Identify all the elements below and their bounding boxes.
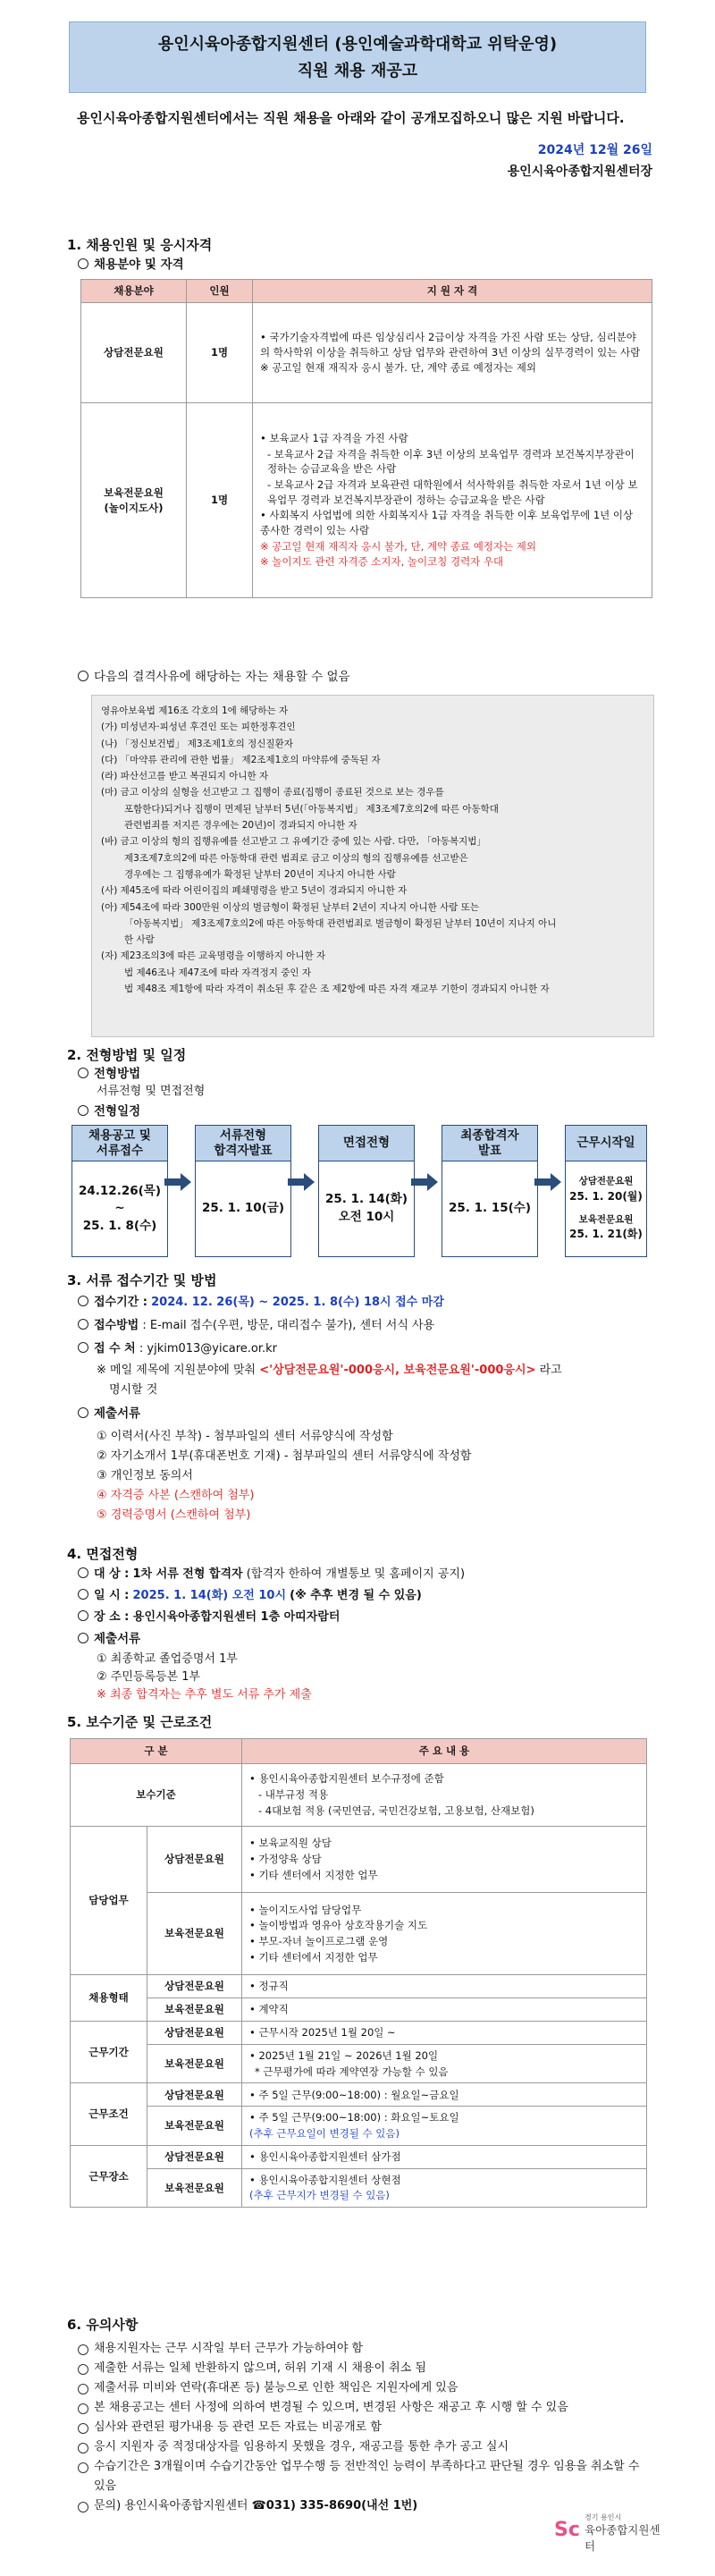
table-row: 근무기간 상담전문요원 • 근무시작 2025년 1월 20일 ~ [71, 2022, 647, 2045]
table-row: 보수기준 • 용인시육아종합지원센터 보수규정에 준함 - 내부규정 적용 - 4대보험 적용 (국민연금, 국민건강보험, 고용보험, 산재보험) [71, 1764, 647, 1827]
list-item: ② 주민등록등본 1부 [97, 1670, 201, 1684]
table-row: 보육전문요원 • 놀이지도사업 담당업무 • 놀이방법과 영유아 상호작용기술 지도 • 부모-자녀 놀이프로그램 운영 • 기타 센터에서 지정한 업무 [71, 1893, 647, 1975]
count-cell: 1명 [187, 403, 253, 598]
docs-list [97, 1427, 471, 1525]
list-item: ② 자기소개서 1부(휴대폰번호 기재) - 첨부파일의 센터 서류양식에 작성함 [97, 1449, 472, 1463]
schedule-title: 전형일정 [78, 1103, 140, 1121]
circle-bullet-icon [78, 258, 88, 269]
disqualification-box: 영유아보육법 제16조 각호의 1에 해당하는 자 (가) 미성년자·피성년 후견인 또는 피한정후견인 (나) 「정신보건법」 제3조제1호의 정신질환자 (다) 「마약류 관리에 관한 법률」 제2조제1호의 마약류에 중독된 자 (라) 파산선고를 받고 복권되지 아니한 자 (마) 금고 이상의 실형을 선고받고 그 집행이 종료(집행이 종료된 것으로 보는 경우를 포함한다)되거나 집행이 면제된 날부터 5년(「아동복지법」 제3조제7호의2에 따른 아동학대 관련범죄를 저지른 경우에는 20년)이 경과되지 아니한 자 (바) 금고 이상의 형의 집행유예를 선고받고 그 유예기간 중에 있는 사람. 다만, 「아동복지법」 제3조제7호의2에 따른 아동학대 관련 범죄로 금고 이상의 형의 집행유예를 선고받은 경우에는 그 집행유예가 확정된 날부터 20년이 지나지 아니한 사람 (사) 제45조에 따라 어린이집의 폐쇄명령을 받고 5년이 경과되지 아니한 자 (아) 제54조에 따라 300만원 이상의 벌금형이 확정된 날부터 2년이 지나지 아니한 사람 또는 「아동복지법」 제3조제7호의2에 따른 아동학대 관련범죄로 벌금형이 확정된 날부터 10년이 지나지 아니 한 사람 (자) 제23조의3에 따른 교육명령을 이행하지 아니한 자 법 제46조나 제47조에 따라 자격정지 중인 자 법 제48조 제1항에 따라 자격이 취소된 후 같은 조 제2항에 따른 자격 재교부 기한이 경과되지 아니한 자 [91, 695, 654, 1037]
table-row: 근무조건 상담전문요원 • 주 5일 근무(9:00~18:00) : 월요일~금요일 [71, 2083, 647, 2107]
center-logo [554, 2511, 670, 2554]
circle-bullet-icon [78, 671, 88, 681]
table-row [81, 403, 652, 598]
th-field: 채용분야 [81, 280, 187, 303]
schedule-flow [72, 1125, 644, 1268]
page [0, 21, 715, 2576]
step-application: 채용공고 및 서류접수 24.12.26(목) ~ 25. 1. 8(수) [72, 1125, 168, 1257]
arrow-right-icon [427, 1173, 438, 1191]
list-item: 본 채용공고는 센터 사정에 의하여 변경될 수 있으며, 변경된 사항은 재공고 후 시행 할 수 있음 [78, 2398, 650, 2418]
interview-docs-list [97, 1651, 312, 1704]
interview-docs-title: 제출서류 [78, 1631, 140, 1649]
table-row [81, 303, 652, 403]
section-3-title: 3. 서류 접수기간 및 방법 [67, 1272, 217, 1288]
title-line-2: 직원 채용 재공고 [297, 62, 418, 80]
table-row: 보육전문요원 • 2025년 1월 21일 ~ 2026년 1월 20일 * 근무평가에 따라 계약연장 가능할 수 있음 [71, 2045, 647, 2083]
list-item: 제출서류 미비와 연락(휴대폰 등) 불능으로 인한 책임은 지원자에게 있음 [78, 2378, 650, 2398]
list-item: 응시 지원자 중 적정대상자를 임용하지 못했을 경우, 재공고를 통한 추가 공고 실시 [78, 2437, 650, 2457]
step-final: 최종합격자 발표 25. 1. 15(수) [442, 1125, 538, 1257]
th-category: 구 분 [71, 1739, 242, 1764]
step-start: 근무시작일 상담전문요원 25. 1. 20(월) 보육전문요원 25. 1. 21(화) [565, 1125, 647, 1257]
table-row: 보육전문요원 • 용인시육아종합지원센터 상현점 (추후 근무지가 변경될 수 있음) [71, 2168, 647, 2207]
th-content: 주 요 내 용 [242, 1739, 647, 1764]
list-item: ① 이력서(사진 부착) - 첨부파일의 센터 서류양식에 작성함 [97, 1430, 393, 1443]
apply-email-note-2: 명시할 것 [109, 1383, 158, 1397]
notes-list [78, 2339, 650, 2516]
field-cell: 상담전문요원 [81, 303, 187, 403]
step-doc-result: 서류전형 합격자발표 25. 1. 10(금) [195, 1125, 291, 1257]
interview-date: 일 시 : 2025. 1. 14(화) 오전 10시 (※ 추후 변경 될 수 있음) [78, 1588, 422, 1605]
logo-city: 경기 용인시 [585, 2513, 622, 2521]
section-6-title: 6. 유의사항 [67, 2317, 139, 2333]
list-item: ④ 자격증 사본 (스캔하여 첨부) [97, 1489, 255, 1502]
apply-email: 접 수 처 : yjkim013@yicare.or.kr [78, 1341, 277, 1358]
list-item: ① 최종학교 졸업증명서 1부 [97, 1652, 238, 1666]
list-item: ③ 개인정보 동의서 [97, 1469, 193, 1482]
count-cell: 1명 [187, 303, 253, 403]
table-row: 담당업무 상담전문요원 • 보육교직원 상담 • 가정양육 상담 • 기타 센터에서 지정한 업무 [71, 1827, 647, 1893]
table-row: 보육전문요원 • 계약직 [71, 1998, 647, 2022]
list-item: ⑤ 경력증명서 (스캔하여 첨부) [97, 1508, 251, 1522]
circle-bullet-icon [78, 1105, 88, 1116]
step-interview: 면접전형 25. 1. 14(화) 오전 10시 [318, 1125, 415, 1257]
section-1-sub: 채용분야 및 자격 [78, 257, 184, 274]
field-cell: 보육전문요원 (놀이지도사) [81, 403, 187, 598]
notice-date: 2024년 12월 26일 [537, 143, 652, 157]
section-1-title: 1. 채용인원 및 응시자격 [67, 237, 213, 253]
disqualification-title: 다음의 결격사유에 해당하는 자는 채용할 수 없음 [78, 669, 350, 687]
logo-name: 육아종합지원센터 [585, 2523, 660, 2554]
th-count: 인원 [187, 280, 253, 303]
intro-text: 용인시육아종합지원센터에서는 직원 채용을 아래와 같이 공개모집하오니 많은 지원 바랍니다. [77, 110, 625, 126]
section-5-title: 5. 보수기준 및 근로조건 [67, 1714, 213, 1730]
list-item: 문의) 용인시육아종합지원센터 ☎031) 335-8690(내선 1번) [78, 2496, 650, 2516]
qualification-table [80, 279, 652, 598]
condition-table [70, 1738, 647, 2208]
circle-bullet-icon [78, 1068, 88, 1078]
arrow-right-icon [304, 1173, 315, 1191]
list-item: 심사와 관련된 평가내용 등 관련 모든 자료는 비공개로 함 [78, 2418, 650, 2437]
list-item: 제출한 서류는 일체 반환하지 않으며, 허위 기재 시 채용이 취소 됨 [78, 2359, 650, 2378]
table-row: 채용형태 상담전문요원 • 정규직 [71, 1975, 647, 1998]
title-line-1: 용인시육아종합지원센터 (용인예술과학대학교 위탁운영) [157, 35, 558, 54]
section-2-title: 2. 전형방법 및 일정 [67, 1047, 187, 1063]
title-banner [69, 21, 646, 93]
interview-place: 장 소 : 용인시육아종합지원센터 1층 아띠자람터 [78, 1609, 340, 1626]
list-item: 채용지원자는 근무 시작일 부터 근무가 가능하여야 함 [78, 2339, 650, 2359]
list-item: 수습기간은 3개월이며 수습기간동안 업무수행 등 전반적인 능력이 부족하다고 판단될 경우 임용을 취소할 수 있음 [78, 2457, 650, 2496]
section-4-title: 4. 면접전형 [67, 1546, 139, 1562]
th-qualification: 지 원 자 격 [253, 280, 652, 303]
docs-title: 제출서류 [78, 1406, 140, 1423]
qualification-cell: • 국가기술자격법에 따른 임상심리사 2급이상 자격을 가진 사람 또는 상담, 심리분야의 학사학위 이상을 취득하고 상담 업무와 관련하여 3년 이상의 실무경력이 있는 사람 ※ 공고일 현재 재직자 응시 불가. 단, 계약 종료 예정자는 제외 [253, 303, 652, 403]
table-row: 근무장소 상담전문요원 • 용인시육아종합지원센터 삼가점 [71, 2145, 647, 2168]
notice-org: 용인시육아종합지원센터장 [507, 165, 652, 180]
method-title: 전형방법 [78, 1066, 140, 1084]
apply-email-note: ※ 메일 제목에 지원분야에 맞춰 <'상담전문요원'-000응시, 보육전문요원'-000응시> 라고 [97, 1364, 562, 1377]
arrow-right-icon [181, 1173, 191, 1191]
apply-period: 접수기간 : 2024. 12. 26(목) ~ 2025. 1. 8(수) 18시 접수 마감 [78, 1295, 444, 1312]
apply-method: 접수방법 : E-mail 접수(우편, 방문, 대리접수 불가), 센터 서식 사용 [78, 1318, 434, 1335]
interview-target: 대 상 : 1차 서류 전형 합격자 (합격자 한하여 개별통보 및 홈페이지 공지) [78, 1567, 465, 1584]
method-text: 서류전형 및 면접전형 [97, 1085, 206, 1098]
qualification-cell: • 보육교사 1급 자격을 가진 사람 - 보육교사 2급 자격을 취득한 이후 3년 이상의 보육업무 경력과 보건복지부장관이 정하는 승급교육을 받은 사람 - 보육교사 2급 자격과 보육관련 대학원에서 석사학위를 취득한 자로서 1년 이상 보육업무 경력과 보건복지부장관이 정하는 승급교육을 받은 사람 • 사회복지 사업법에 의한 사회복지사 1급 자격을 취득한 이후 보육업무에 1년 이상 종사한 경력이 있는 사람 ※ 공고일 현재 재직자 응시 불가, 단, 계약 종료 예정자는 제외 ※ 놀이지도 관련 자격증 소지자, 놀이코칭 경력자 우대 [253, 403, 652, 598]
logo-icon: Sc [554, 2519, 580, 2541]
arrow-right-icon [551, 1173, 561, 1191]
list-item: ※ 최종 합격자는 추후 별도 서류 추가 제출 [97, 1688, 312, 1702]
table-row: 보육전문요원 • 주 5일 근무(9:00~18:00) : 화요일~토요일 (추후 근무요일이 변경될 수 있음) [71, 2107, 647, 2145]
